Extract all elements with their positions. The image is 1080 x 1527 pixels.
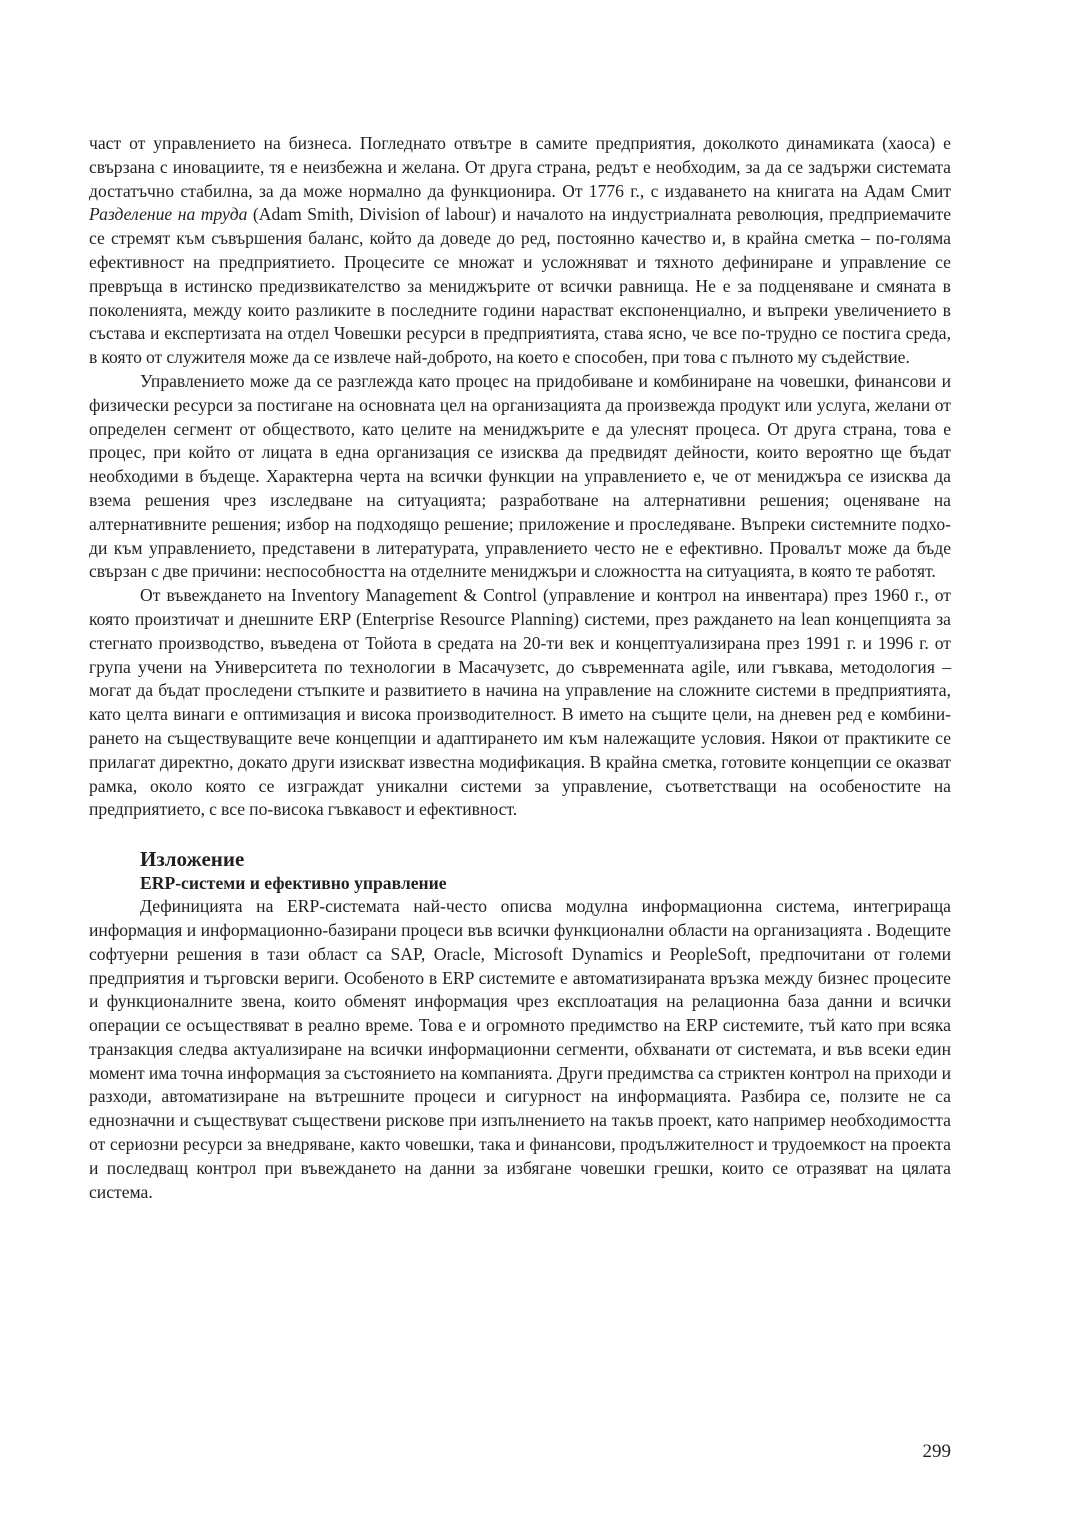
book-title-italic: Разделение на труда [89, 204, 248, 225]
page-number: 299 [922, 1441, 951, 1462]
page-body [89, 132, 951, 1204]
paragraph-1 [89, 132, 951, 370]
paragraph-3: От въвеждането на Inventory Management & Control (управление и контрол на инвентара) през 1960 г., от която произтичат и днешните ERP (Enterprise Resource Planning) системи, през раждането на lean концепцията за стегнато производство, въведена от Тойота в средата на 20-ти век и концептуализирана през 1991 г. и 1996 г. от група учени на Университета по технологии в Масачузетс, до съвременната agile, или гъвкава, методология – могат да бъдат проследени стъпките и развитието в начина на управление на сложните системи в предприятията, като целта винаги е оптимизация и висока производителност. В името на същите цели, на дневен ред е комбинирането на съществуващите вече концепции и адаптирането им към належащите условия. Някои от практиките се прилагат директно, докато други изискват известна модификация. В крайна сметка, готовите концепции се оказват рамка, около която се изграждат уникални системи за управление, съответстващи на особеностите на предприятието, с все по-висока гъвкавост и ефективност. [89, 585, 951, 820]
paragraph-1-part-b: (Adam Smith, Division of labour) и началото на индустриалната революция, предприемачите се стремят към съвършения баланс, който да доведе до ред, постоянно качество и, в крайна сметка – по-голяма ефективност на предприятието. Процесите се множат и усложняват и тяхното дефиниране и управление се превръща в истинско предизвикателство за мениджърите от всички равнища. Не е за подценяване и смяната в поколенията, между които разликите в последните години нарастват експоненциално, и въпреки увеличението в състава и експертизата на отдел Човешки ресурси в предприятията, става ясно, че все по-трудно се постига среда, в която от служителя може да се извлече най-доброто, на което е способен, при това с пълното му съдействие. [89, 204, 951, 368]
paragraph-2: Управлението може да се разглежда като процес на придобиване и комбиниране на човешки, финансови и физически ресурси за постигане на основната цел на организацията да произвежда продукт или услуга, желани от определен сегмент от обществото, като целите на мениджърите е да улеснят процеса. От друга страна, това е процес, при който от лицата в една организация се изисква да предвидят дейности, които вероятно ще бъдат необходими в бъдеще. Характерна черта на всички функции на управлението е, че от мениджъра се изисква да взема решения чрез изследване на ситуацията; разработване на алтернативни решения; оценяване на алтернативните решения; избор на подходящо решение; приложение и проследяване. Въпреки системните подходи към управлението, представени в литературата, управлението често не е ефективно. Провалът може да бъде свързан с две причини: неспособността на отделните мениджъри и сложността на ситуацията, в която те работят. [89, 370, 951, 582]
paragraph-4: Дефиницията на ERP-системата най-често описва модулна информационна система, интегрираща информация и информационно-базирани процеси във всички функционални области на организацията . Водещите софтуерни решения в тази област са SAP, Oracle, Microsoft Dynamics и PeopleSoft, предпочитани от големи предприятия и търговски вериги. Особеното в ERP системите е автоматизираната връзка между бизнес процесите и функционалните звена, които обменят информация чрез експлоатация на релационна база данни и всички операции се осъществяват в реално време. Това е и огромното предимство на ERP системите, тъй като при всяка транзакция следва актуализиране на всички информационни сегменти, обхванати от системата, и във всеки един момент има точна информация за състоянието на компанията. Други предимства са стриктен контрол на приходи и разходи, автоматизиране на вътрешните процеси и сигурност на информацията. Разбира се, ползите не са еднозначни и съществуват съществени рискове при изпълнението на такъв проект, като например необходимостта от сериозни ресурси за внедряване, както човешки, така и финансови, продължителност и трудоемкост на проекта и последващ контрол при въвеждането на данни за избягане човешки грешки, които се отразяват на цялата система. [89, 896, 951, 1202]
subsection-heading: ERP-системи и ефективно управление [140, 873, 447, 894]
paragraph-1-part-a: част от управлението на бизнеса. Погледнато отвътре в самите предприятия, доколкото динамиката (хаоса) е свързана с иновациите, тя е неизбежна и желана. От друга страна, редът е необходим, за да се задържи системата достатъчно стабилна, за да може нормално да функционира. От 1776 г., с издаването на книгата на Адам Смит [89, 133, 951, 201]
section-heading: Изложение [140, 847, 245, 872]
